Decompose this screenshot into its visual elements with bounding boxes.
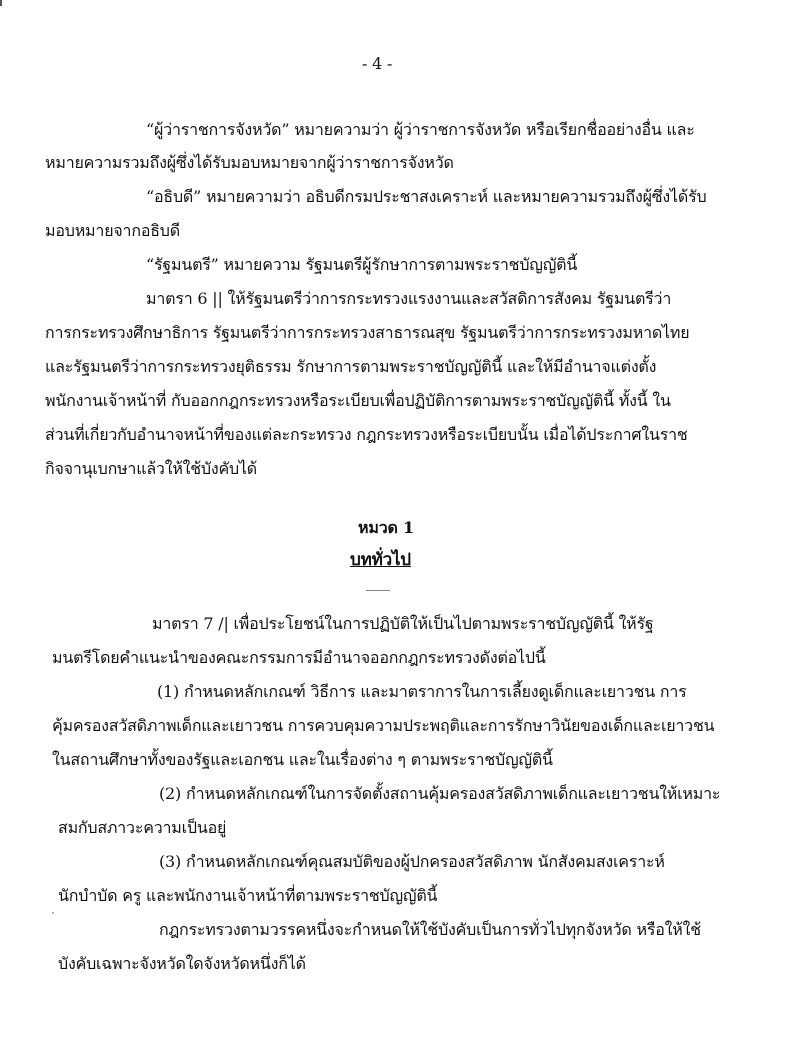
section-6-line-3: และรัฐมนตรีว่าการกระทรวงยุติธรรม รักษาการตามพระราชบัญญัตินี้ และให้มีอำนาจแต่งตั้ง: [45, 357, 657, 376]
section-7-item-2-line-1: (2) กำหนดหลักเกณฑ์ในการจัดตั้งสถานคุ้มครองสวัสดิภาพเด็กและเยาวชนให้เหมาะ: [159, 784, 721, 803]
definition-governor-line-2: หมายความรวมถึงผู้ซึ่งได้รับมอบหมายจากผู้ว่าราชการจังหวัด: [45, 153, 454, 172]
section-7-line-1: มาตรา 7 /| เพื่อประโยชน์ในการปฏิบัติให้เป็นไปตามพระราชบัญญัตินี้ ให้รัฐ: [152, 614, 654, 633]
section-7-closing-line-2: บังคับเฉพาะจังหวัดใดจังหวัดหนึ่งก็ได้: [58, 954, 306, 973]
section-6-line-6: กิจจานุเบกษาแล้วให้ใช้บังคับได้: [45, 459, 258, 478]
page-number: - 4 -: [362, 54, 393, 73]
section-7-item-3-line-1: (3) กำหนดหลักเกณฑ์คุณสมบัติของผู้ปกครองสวัสดิภาพ นักสังคมสงเคราะห์: [159, 852, 665, 871]
definition-governor-line-1: “ผู้ว่าราชการจังหวัด” หมายความว่า ผู้ว่าราชการจังหวัด หรือเรียกชื่ออย่างอื่น และ: [146, 120, 695, 139]
section-7-item-1-line-1: (1) กำหนดหลักเกณฑ์ วิธีการ และมาตราการในการเลี้ยงดูเด็กและเยาวชน การ: [157, 682, 687, 701]
section-7-item-1-line-3: ในสถานศึกษาทั้งของรัฐและเอกชน และในเรื่องต่าง ๆ ตามพระราชบัญญัตินี้: [52, 750, 553, 769]
chapter-number: หมวด 1: [358, 518, 414, 537]
section-7-item-3-line-2: นักบำบัด ครู และพนักงานเจ้าหน้าที่ตามพระราชบัญญัตินี้: [58, 886, 438, 905]
scan-mark: [0, 0, 2, 6]
section-7-item-1-line-2: คุ้มครองสวัสดิภาพเด็กและเยาวชน การควบคุมความประพฤติและการรักษาวินัยของเด็กและเยาวชน: [52, 716, 715, 735]
section-6-line-2: การกระทรวงศึกษาธิการ รัฐมนตรีว่าการกระทรวงสาธารณสุข รัฐมนตรีว่าการกระทรวงมหาดไทย: [45, 323, 690, 342]
chapter-title: บททั่วไป: [350, 550, 411, 570]
section-6-line-1: มาตรา 6 || ให้รัฐมนตรีว่าการกระทรวงแรงงานและสวัสดิการสังคม รัฐมนตรีว่า: [146, 289, 672, 308]
section-7-line-2: มนตรีโดยคำแนะนำของคณะกรรมการมีอำนาจออกกฎกระทรวงดังต่อไปนี้: [52, 648, 546, 667]
heading-divider: [366, 590, 390, 591]
section-6-line-5: ส่วนที่เกี่ยวกับอำนาจหน้าที่ของแต่ละกระทรวง กฎกระทรวงหรือระเบียบนั้น เมื่อได้ประกาศในราช: [45, 425, 688, 444]
section-7-closing-line-1: กฎกระทรวงตามวรรคหนึ่งจะกำหนดให้ใช้บังคับเป็นการทั่วไปทุกจังหวัด หรือให้ใช้: [159, 920, 701, 939]
definition-director-general-line-2: มอบหมายจากอธิบดี: [45, 221, 180, 240]
definition-director-general-line-1: “อธิบดี” หมายความว่า อธิบดีกรมประชาสงเคราะห์ และหมายความรวมถึงผู้ซึ่งได้รับ: [146, 187, 707, 206]
section-7-item-2-line-2: สมกับสภาวะความเป็นอยู่: [58, 818, 227, 837]
scan-speck: [52, 912, 54, 914]
section-6-line-4: พนักงานเจ้าหน้าที่ กับออกกฎกระทรวงหรือระเบียบเพื่อปฏิบัติการตามพระราชบัญญัตินี้ ทั้งนี้ ใน: [45, 391, 671, 410]
definition-minister-line-1: “รัฐมนตรี” หมายความ รัฐมนตรีผู้รักษาการตามพระราชบัญญัตินี้: [146, 255, 578, 274]
